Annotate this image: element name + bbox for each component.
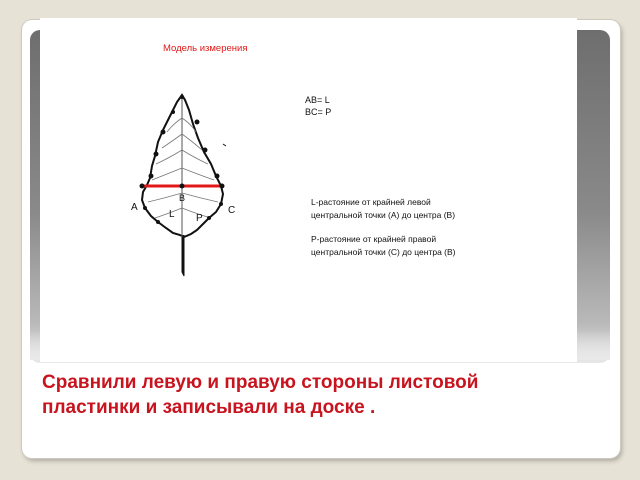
point-b-dot	[180, 184, 185, 189]
caption-line-1: Сравнили левую и правую стороны листовой	[42, 372, 479, 393]
note-right-line2: центральной точки (C) до центра (B)	[311, 247, 456, 257]
leaf-diagram	[125, 90, 240, 280]
formula-ab: AB= L	[305, 95, 330, 105]
formula-bc: BC= P	[305, 107, 332, 117]
leaf-veins	[148, 118, 218, 218]
leaf-edge-dots	[143, 95, 223, 224]
label-l: L	[169, 209, 175, 220]
note-left-distance	[311, 196, 455, 222]
caption-line-2: пластинки и записывали на доске .	[42, 397, 376, 418]
point-a-dot	[140, 184, 145, 189]
note-right-line1: P-растояние от крайней правой	[311, 234, 437, 244]
diagram-slide	[40, 18, 577, 362]
leaf-tip-mark	[223, 144, 226, 146]
slide-caption	[42, 370, 612, 420]
diagram-title: Модель измерения	[163, 43, 248, 54]
note-left-line2: центральной точки (A) до центра (B)	[311, 210, 456, 220]
label-p: P	[196, 213, 203, 224]
label-a: A	[131, 202, 138, 213]
label-c: C	[228, 205, 236, 216]
note-right-distance	[311, 233, 456, 259]
leaf-petiole	[182, 235, 184, 276]
note-left-line1: L-растояние от крайней левой	[311, 197, 431, 207]
label-b: B	[179, 193, 186, 203]
point-c-dot	[220, 184, 225, 189]
